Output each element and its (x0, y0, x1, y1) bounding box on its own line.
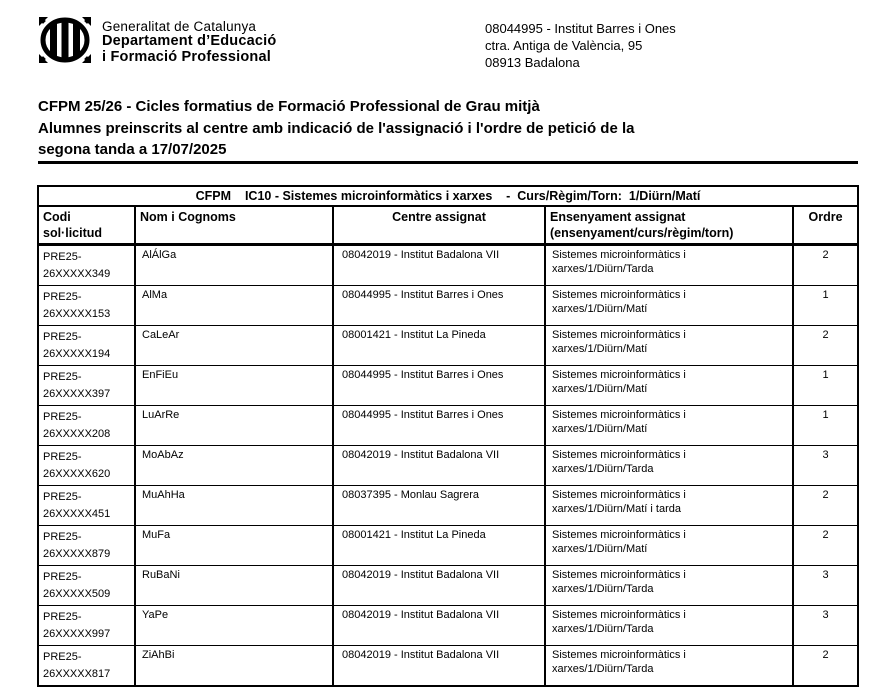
table-row (38, 245, 858, 286)
nom-cell: MoAbAz (135, 446, 333, 486)
centre-cell: 08044995 - Institut Barres i Ones (333, 406, 545, 446)
centre-cell: 08044995 - Institut Barres i Ones (333, 286, 545, 326)
codi-cell: PRE25- 26XXXXX451 (38, 486, 135, 526)
nom-cell: LuArRe (135, 406, 333, 446)
codi-cell: PRE25- 26XXXXX397 (38, 366, 135, 406)
brand-line-generalitat: Generalitat de Catalunya (102, 19, 257, 34)
table-row (38, 366, 858, 406)
preinscrits-table (37, 185, 859, 687)
ensenyament-cell: Sistemes microinformàtics i xarxes/1/Diürn/Tarda (545, 245, 793, 286)
table-row (38, 606, 858, 646)
nom-cell: YaPe (135, 606, 333, 646)
ordre-cell: 3 (793, 566, 858, 606)
nom-cell: EnFiEu (135, 366, 333, 406)
title-underline (38, 161, 858, 164)
centre-cell: 08042019 - Institut Badalona VII (333, 446, 545, 486)
codi-cell: PRE25- 26XXXXX997 (38, 606, 135, 646)
generalitat-logo-icon (38, 16, 92, 64)
column-header-ordre: Ordre (793, 206, 858, 245)
column-header-codi: Codi sol·licitud (38, 206, 135, 245)
centre-cell: 08042019 - Institut Badalona VII (333, 646, 545, 687)
ensenyament-cell: Sistemes microinformàtics i xarxes/1/Diürn/Matí (545, 406, 793, 446)
group-header-label: CFPM IC10 - Sistemes microinformàtics i xarxes - Curs/Règim/Torn: 1/Diürn/Matí (38, 186, 858, 206)
table-column-header-row (38, 206, 858, 245)
ensenyament-cell: Sistemes microinformàtics i xarxes/1/Diürn/Matí (545, 286, 793, 326)
ordre-cell: 2 (793, 526, 858, 566)
ensenyament-cell: Sistemes microinformàtics i xarxes/1/Diürn/Tarda (545, 446, 793, 486)
title-line-2: Alumnes preinscrits al centre amb indicació de l'assignació i l'ordre de petició de la (38, 119, 635, 137)
centre-cell: 08044995 - Institut Barres i Ones (333, 366, 545, 406)
ensenyament-cell: Sistemes microinformàtics i xarxes/1/Diürn/Matí i tarda (545, 486, 793, 526)
codi-cell: PRE25- 26XXXXX879 (38, 526, 135, 566)
table-group-header-row (38, 186, 858, 206)
ordre-cell: 1 (793, 366, 858, 406)
codi-cell: PRE25- 26XXXXX509 (38, 566, 135, 606)
column-header-ensenyament: Ensenyament assignat (ensenyament/curs/règim/torn) (545, 206, 793, 245)
nom-cell: MuFa (135, 526, 333, 566)
table-body (38, 245, 858, 687)
header-brand (38, 16, 276, 65)
table-row (38, 486, 858, 526)
table-row (38, 566, 858, 606)
ensenyament-cell: Sistemes microinformàtics i xarxes/1/Diürn/Tarda (545, 606, 793, 646)
ordre-cell: 3 (793, 446, 858, 486)
centre-cell: 08001421 - Institut La Pineda (333, 326, 545, 366)
table-row (38, 286, 858, 326)
center-address-block (485, 20, 676, 71)
table-row (38, 446, 858, 486)
nom-cell: AlMa (135, 286, 333, 326)
table-row (38, 326, 858, 366)
codi-cell: PRE25- 26XXXXX620 (38, 446, 135, 486)
ensenyament-cell: Sistemes microinformàtics i xarxes/1/Diürn/Tarda (545, 566, 793, 606)
center-street: ctra. Antiga de València, 95 (485, 38, 643, 53)
ensenyament-cell: Sistemes microinformàtics i xarxes/1/Diürn/Tarda (545, 646, 793, 687)
ensenyament-cell: Sistemes microinformàtics i xarxes/1/Diürn/Matí (545, 366, 793, 406)
ordre-cell: 1 (793, 406, 858, 446)
table-row (38, 526, 858, 566)
codi-cell: PRE25- 26XXXXX153 (38, 286, 135, 326)
column-header-nom: Nom i Cognoms (135, 206, 333, 245)
nom-cell: MuAhHa (135, 486, 333, 526)
ensenyament-cell: Sistemes microinformàtics i xarxes/1/Diürn/Matí (545, 326, 793, 366)
centre-cell: 08042019 - Institut Badalona VII (333, 566, 545, 606)
ordre-cell: 3 (793, 606, 858, 646)
ordre-cell: 2 (793, 245, 858, 286)
nom-cell: CaLeAr (135, 326, 333, 366)
column-header-centre: Centre assignat (333, 206, 545, 245)
centre-cell: 08042019 - Institut Badalona VII (333, 245, 545, 286)
codi-cell: PRE25- 26XXXXX194 (38, 326, 135, 366)
table-row (38, 406, 858, 446)
brand-line-departament: Departament d’Educació (102, 33, 277, 49)
codi-cell: PRE25- 26XXXXX817 (38, 646, 135, 687)
centre-cell: 08042019 - Institut Badalona VII (333, 606, 545, 646)
codi-cell: PRE25- 26XXXXX208 (38, 406, 135, 446)
brand-text (102, 16, 276, 65)
center-city: 08913 Badalona (485, 55, 580, 70)
centre-cell: 08037395 - Monlau Sagrera (333, 486, 545, 526)
table-row (38, 646, 858, 687)
title-line-1: CFPM 25/26 - Cicles formatius de Formació Professional de Grau mitjà (38, 98, 540, 115)
centre-cell: 08001421 - Institut La Pineda (333, 526, 545, 566)
center-code-name: 08044995 - Institut Barres i Ones (485, 21, 676, 36)
brand-line-formacio: i Formació Professional (102, 48, 271, 65)
document-title (38, 96, 858, 161)
nom-cell: AlÁlGa (135, 245, 333, 286)
ordre-cell: 1 (793, 286, 858, 326)
nom-cell: RuBaNi (135, 566, 333, 606)
codi-cell: PRE25- 26XXXXX349 (38, 245, 135, 286)
nom-cell: ZiAhBi (135, 646, 333, 687)
ordre-cell: 2 (793, 326, 858, 366)
ordre-cell: 2 (793, 486, 858, 526)
ordre-cell: 2 (793, 646, 858, 687)
ensenyament-cell: Sistemes microinformàtics i xarxes/1/Diürn/Matí (545, 526, 793, 566)
title-line-3: segona tanda a 17/07/2025 (38, 141, 227, 158)
